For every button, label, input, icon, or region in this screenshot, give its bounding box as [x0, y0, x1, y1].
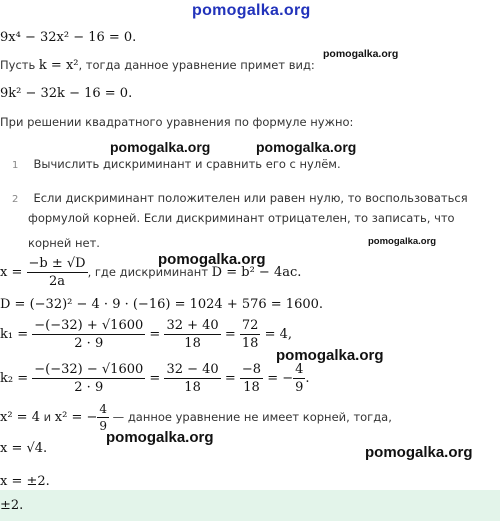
- equation-quartic-text: 9x⁴ − 32x² − 16 = 0.: [0, 30, 137, 45]
- answer-box: [0, 490, 500, 521]
- k1-label: k₁ =: [0, 327, 29, 342]
- k1-line: [0, 318, 292, 351]
- k2-den-3: 18: [243, 380, 260, 395]
- discriminant-calc: D = (−32)² − 4 · 9 · (−16) = 1024 + 576 = 1600.: [0, 297, 324, 312]
- k2-end: .: [305, 371, 310, 386]
- k1-fraction-1: [32, 318, 145, 351]
- k2-den-1: 2 · 9: [74, 380, 104, 395]
- root-formula-denominator: 2a: [49, 274, 66, 289]
- cases-den: 9: [99, 419, 108, 433]
- root-formula-fraction: [27, 256, 88, 289]
- k2-fraction-1: [32, 362, 145, 395]
- root-formula-where: , где дискриминант: [87, 265, 212, 279]
- k2-den-4: 9: [295, 380, 304, 395]
- k1-den-1: 2 · 9: [74, 336, 104, 351]
- substitution-prefix: Пусть: [0, 58, 39, 72]
- watermark-small-2: pomogalka.org: [368, 236, 437, 247]
- watermark-2: pomogalka.org: [110, 139, 211, 155]
- k2-fraction-4: [293, 362, 305, 395]
- step-2-number: 2: [12, 194, 19, 205]
- substitution-line: [0, 54, 315, 73]
- root-formula-disc: D = b² − 4ac.: [211, 265, 302, 280]
- cases-b: x² = −: [54, 410, 98, 425]
- k1-num-1: −(−32) + √1600: [34, 318, 144, 333]
- step-2-line-2: формулой корней. Если дискриминант отрицателен, то записать, что: [28, 211, 455, 225]
- watermark-6: pomogalka.org: [106, 429, 214, 446]
- k2-den-2: 18: [184, 380, 201, 395]
- root-formula-numerator: −b ± √D: [28, 256, 86, 271]
- k2-num-3: −8: [241, 362, 262, 377]
- equation-quadratic-text: 9k² − 32k − 16 = 0.: [0, 86, 133, 101]
- k1-fraction-3: [240, 318, 261, 351]
- k2-num-1: −(−32) − √1600: [34, 362, 144, 377]
- cases-num: 4: [99, 402, 108, 416]
- k1-num-2: 32 + 40: [166, 318, 219, 333]
- watermark-3: pomogalka.org: [256, 139, 357, 155]
- k2-eq-2: =: [224, 371, 236, 386]
- cases-and: и: [39, 410, 55, 424]
- watermark-top: pomogalka.org: [192, 2, 311, 19]
- cases-a: x² = 4: [0, 410, 40, 425]
- step-1-number: 1: [12, 160, 19, 171]
- k1-result: = 4,: [264, 327, 293, 342]
- k2-line: [0, 362, 310, 395]
- k1-den-3: 18: [241, 336, 259, 351]
- k2-eq-3: = −: [267, 371, 294, 386]
- equation-quartic: [0, 30, 136, 45]
- k1-fraction-2: [164, 318, 220, 351]
- step-1-text: Вычислить дискриминант и сравнить его с нулём.: [33, 157, 341, 171]
- equation-quadratic: [0, 86, 132, 101]
- k2-num-4: 4: [295, 362, 304, 377]
- step-2-line-3: корней нет.: [28, 236, 100, 250]
- k1-num-3: 72: [241, 318, 259, 333]
- answer-value: ±2.: [0, 498, 24, 513]
- step-2: [12, 187, 468, 206]
- watermark-5: pomogalka.org: [276, 347, 384, 364]
- cases-text: — данное уравнение не имеет корней, тогда,: [109, 410, 392, 424]
- k1-eq-1: =: [149, 327, 161, 342]
- watermark-7: pomogalka.org: [365, 444, 473, 461]
- root-sqrt-line: x = √4.: [0, 441, 48, 456]
- k2-fraction-3: [240, 362, 263, 395]
- step-2-line-1: Если дискриминант положителен или равен нулю, то воспользоваться: [33, 191, 468, 205]
- substitution-suffix: , тогда данное уравнение примет вид:: [78, 58, 315, 72]
- step-1: [12, 153, 341, 172]
- substitution-expr: k = x²: [38, 58, 79, 73]
- k2-eq-1: =: [149, 371, 161, 386]
- k2-fraction-2: [164, 362, 220, 395]
- root-final-line: x = ±2.: [0, 474, 50, 489]
- k1-eq-2: =: [224, 327, 236, 342]
- k1-den-2: 18: [184, 336, 201, 351]
- method-intro: При решении квадратного уравнения по формуле нужно:: [0, 115, 354, 129]
- k2-label: k₂ =: [0, 371, 29, 386]
- k2-num-2: 32 − 40: [166, 362, 219, 377]
- watermark-small-1: pomogalka.org: [323, 48, 399, 60]
- root-formula-x: x =: [0, 265, 23, 280]
- watermark-4: pomogalka.org: [158, 251, 266, 268]
